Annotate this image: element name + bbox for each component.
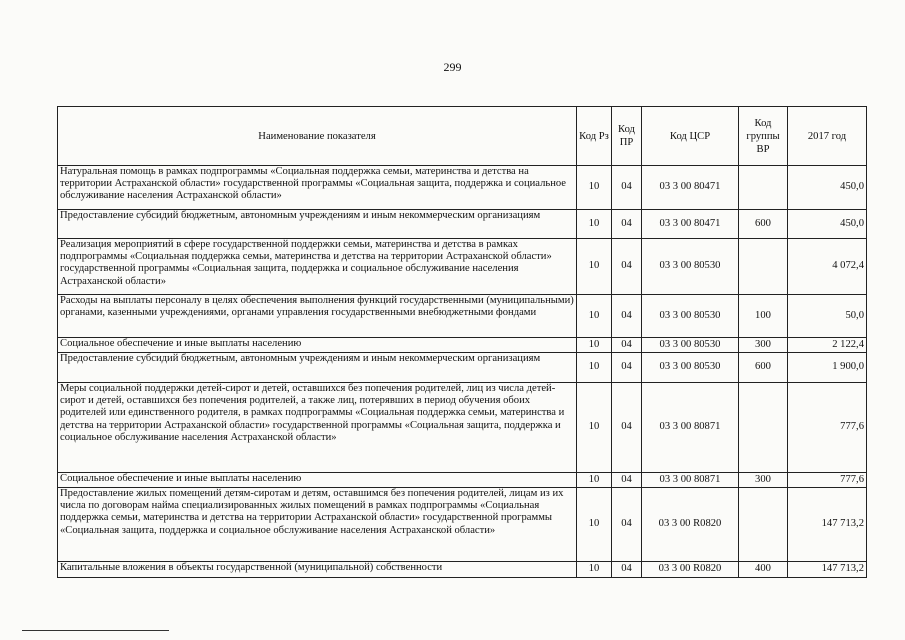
row-pr: 04 [612, 210, 642, 239]
table-row [58, 562, 867, 578]
row-csr: 03 3 00 80530 [642, 295, 739, 338]
header-pr: Код ПР [612, 107, 642, 166]
row-name: Реализация мероприятий в сфере государственной поддержки семьи, материнства и детства в рамках подпрограммы «Социальная поддержка семьи, материнства и детства на территории Астраханской области» государственной программы «Социальная защита, поддержка и социальное обслуживание населения Астраханской области» [58, 239, 577, 295]
header-vr: Код группы ВР [739, 107, 788, 166]
row-amount: 450,0 [788, 166, 867, 210]
row-vr: 300 [739, 473, 788, 488]
row-amount: 147 713,2 [788, 562, 867, 578]
row-rz: 10 [577, 562, 612, 578]
row-csr: 03 3 00 80471 [642, 166, 739, 210]
row-amount: 777,6 [788, 473, 867, 488]
row-name: Натуральная помощь в рамках подпрограммы «Социальная поддержка семьи, материнства и детства на территории Астраханской области» государственной программы «Социальная защита, поддержка и социальное обслуживание населения Астраханской области» [58, 166, 577, 210]
row-pr: 04 [612, 166, 642, 210]
row-vr: 600 [739, 210, 788, 239]
table-row [58, 166, 867, 210]
budget-table [57, 106, 867, 578]
row-csr: 03 3 00 80871 [642, 473, 739, 488]
row-amount: 50,0 [788, 295, 867, 338]
row-csr: 03 3 00 R0820 [642, 488, 739, 562]
row-rz: 10 [577, 473, 612, 488]
header-rz: Код Рз [577, 107, 612, 166]
row-vr [739, 383, 788, 473]
header-name: Наименование показателя [58, 107, 577, 166]
row-csr: 03 3 00 80871 [642, 383, 739, 473]
table-row [58, 488, 867, 562]
row-name: Социальное обеспечение и иные выплаты населению [58, 338, 577, 353]
row-pr: 04 [612, 562, 642, 578]
row-csr: 03 3 00 80530 [642, 338, 739, 353]
row-csr: 03 3 00 80530 [642, 353, 739, 383]
row-name: Расходы на выплаты персоналу в целях обеспечения выполнения функций государственными (муниципальными) органами, казенными учреждениями, органами управления государственными внебюджетными фондами [58, 295, 577, 338]
row-vr [739, 239, 788, 295]
row-rz: 10 [577, 295, 612, 338]
row-amount: 777,6 [788, 383, 867, 473]
table-row [58, 473, 867, 488]
row-vr [739, 166, 788, 210]
header-csr: Код ЦСР [642, 107, 739, 166]
row-amount: 450,0 [788, 210, 867, 239]
row-rz: 10 [577, 488, 612, 562]
row-rz: 10 [577, 338, 612, 353]
row-rz: 10 [577, 166, 612, 210]
page-number: 299 [443, 60, 462, 74]
row-amount: 1 900,0 [788, 353, 867, 383]
row-csr: 03 3 00 R0820 [642, 562, 739, 578]
row-rz: 10 [577, 383, 612, 473]
row-vr: 400 [739, 562, 788, 578]
row-rz: 10 [577, 239, 612, 295]
table-row [58, 383, 867, 473]
row-vr: 100 [739, 295, 788, 338]
row-name: Капитальные вложения в объекты государственной (муниципальной) собственности [58, 562, 577, 578]
table-row [58, 295, 867, 338]
table-row [58, 338, 867, 353]
row-name: Предоставление жилых помещений детям-сиротам и детям, оставшимся без попечения родителей, лицам из их числа по договорам найма специализированных жилых помещений в рамках подпрограммы «Социальная поддержка семьи, материнства и детства на территории Астраханской области» государственной программы «Социальная защита, поддержка и социальное обслуживание населения Астраханской области» [58, 488, 577, 562]
row-amount: 4 072,4 [788, 239, 867, 295]
table-row [58, 239, 867, 295]
row-vr [739, 488, 788, 562]
row-csr: 03 3 00 80530 [642, 239, 739, 295]
row-rz: 10 [577, 353, 612, 383]
row-pr: 04 [612, 353, 642, 383]
row-pr: 04 [612, 488, 642, 562]
row-pr: 04 [612, 338, 642, 353]
row-amount: 147 713,2 [788, 488, 867, 562]
row-pr: 04 [612, 383, 642, 473]
row-rz: 10 [577, 210, 612, 239]
table-row [58, 210, 867, 239]
row-name: Предоставление субсидий бюджетным, автономным учреждениям и иным некоммерческим организациям [58, 353, 577, 383]
table-row [58, 353, 867, 383]
row-pr: 04 [612, 295, 642, 338]
table-header-row [58, 107, 867, 166]
header-year: 2017 год [788, 107, 867, 166]
row-name: Социальное обеспечение и иные выплаты населению [58, 473, 577, 488]
row-pr: 04 [612, 473, 642, 488]
row-vr: 600 [739, 353, 788, 383]
row-name: Предоставление субсидий бюджетным, автономным учреждениям и иным некоммерческим организациям [58, 210, 577, 239]
row-amount: 2 122,4 [788, 338, 867, 353]
footer-rule [22, 630, 169, 631]
row-name: Меры социальной поддержки детей-сирот и детей, оставшихся без попечения родителей, лиц из числа детей-сирот и детей, оставшихся без попечения родителей, а также лиц, потерявших в период обучения обоих родителей или единственного родителя, в рамках подпрограммы «Социальная поддержка семьи, материнства и детства на территории Астраханской области» государственной программы «Социальная защита, поддержка и социальное обслуживание населения Астраханской области» [58, 383, 577, 473]
row-pr: 04 [612, 239, 642, 295]
row-csr: 03 3 00 80471 [642, 210, 739, 239]
row-vr: 300 [739, 338, 788, 353]
